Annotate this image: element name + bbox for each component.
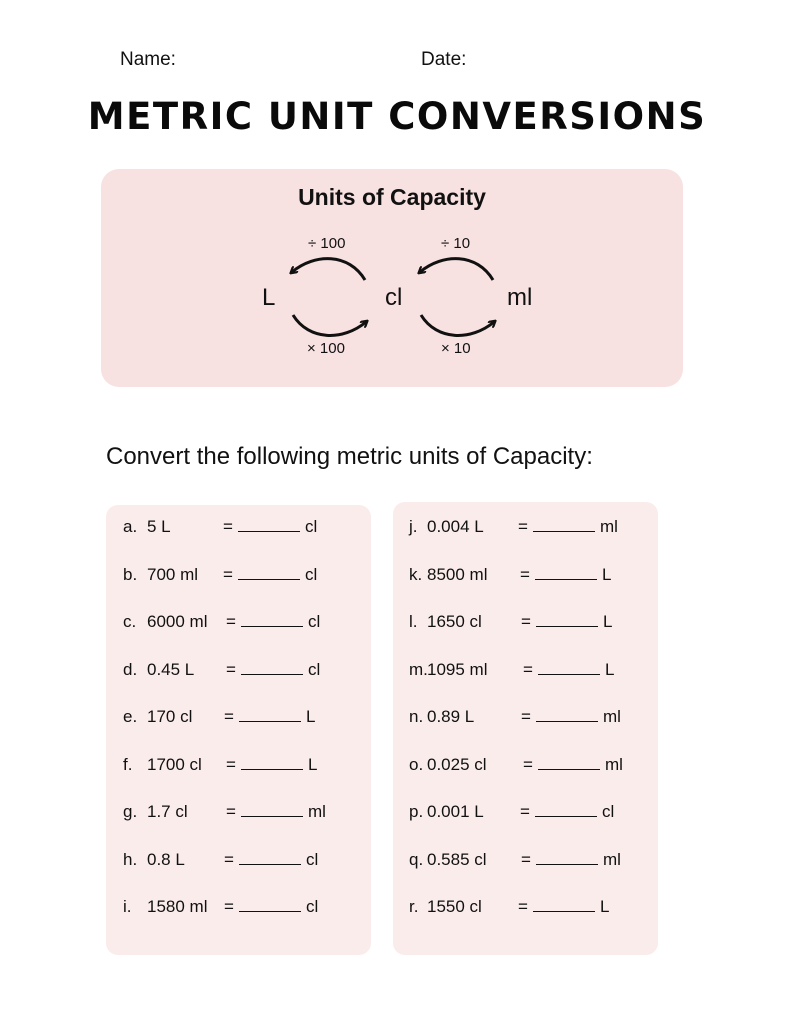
- answer-blank[interactable]: [239, 850, 301, 865]
- capacity-title: Units of Capacity: [298, 184, 486, 210]
- exercise-letter: l.: [409, 612, 418, 631]
- equals-sign: =: [523, 660, 533, 679]
- equals-sign: =: [226, 802, 236, 821]
- exercise-quantity: 6000 ml: [147, 612, 208, 631]
- equals-sign: =: [521, 850, 531, 869]
- capacity-diagram-box: [101, 169, 683, 387]
- answer-blank[interactable]: [536, 707, 598, 722]
- target-unit: ml: [600, 517, 618, 536]
- answer-blank[interactable]: [533, 897, 595, 912]
- exercise-quantity: 0.585 cl: [427, 850, 487, 869]
- exercise-letter: h.: [123, 850, 138, 869]
- answer-blank[interactable]: [241, 755, 303, 770]
- equals-sign: =: [226, 612, 236, 631]
- equals-sign: =: [224, 707, 234, 726]
- exercise-quantity: 8500 ml: [427, 565, 488, 584]
- target-unit: ml: [603, 850, 621, 869]
- exercise-letter: i.: [123, 897, 132, 916]
- exercise-quantity: 0.8 L: [147, 850, 185, 869]
- op-multiply-10: × 10: [441, 340, 471, 357]
- exercise-quantity: 5 L: [147, 517, 171, 536]
- answer-blank[interactable]: [536, 850, 598, 865]
- exercise-letter: d.: [123, 660, 138, 679]
- answer-blank[interactable]: [238, 517, 300, 532]
- exercise-letter: e.: [123, 707, 138, 726]
- answer-blank[interactable]: [535, 565, 597, 580]
- page-title: METRIC UNIT CONVERSIONS: [87, 95, 707, 138]
- answer-blank[interactable]: [533, 517, 595, 532]
- exercise-letter: g.: [123, 802, 138, 821]
- op-divide-100: ÷ 100: [308, 235, 346, 252]
- exercise-letter: p.: [409, 802, 424, 821]
- op-divide-10: ÷ 10: [441, 235, 471, 252]
- exercise-quantity: 1550 cl: [427, 897, 482, 916]
- target-unit: L: [306, 707, 316, 726]
- unit-centiliter: cl: [385, 284, 403, 311]
- unit-liter: L: [262, 284, 276, 311]
- exercise-letter: o.: [409, 755, 424, 774]
- exercise-quantity: 0.001 L: [427, 802, 484, 821]
- target-unit: cl: [306, 897, 319, 916]
- exercise-quantity: 170 cl: [147, 707, 193, 726]
- exercise-quantity: 1.7 cl: [147, 802, 188, 821]
- arrow-cl-to-l: [292, 259, 365, 280]
- arrow-l-to-cl: [293, 315, 366, 335]
- exercise-letter: r.: [409, 897, 419, 916]
- target-unit: L: [603, 612, 613, 631]
- equals-sign: =: [523, 755, 533, 774]
- equals-sign: =: [518, 897, 528, 916]
- equals-sign: =: [521, 707, 531, 726]
- answer-blank[interactable]: [239, 897, 301, 912]
- exercise-letter: n.: [409, 707, 424, 726]
- answer-blank[interactable]: [536, 612, 598, 627]
- equals-sign: =: [521, 612, 531, 631]
- equals-sign: =: [520, 802, 530, 821]
- equals-sign: =: [226, 755, 236, 774]
- target-unit: L: [602, 565, 612, 584]
- exercise-letter: f.: [123, 755, 133, 774]
- exercise-quantity: 0.45 L: [147, 660, 195, 679]
- op-multiply-100: × 100: [307, 340, 345, 357]
- exercise-letter: b.: [123, 565, 138, 584]
- exercise-letter: q.: [409, 850, 424, 869]
- exercise-letter: a.: [123, 517, 138, 536]
- date-label: Date:: [421, 49, 467, 70]
- exercise-letter: k.: [409, 565, 423, 584]
- exercise-quantity: 700 ml: [147, 565, 199, 584]
- equals-sign: =: [224, 850, 234, 869]
- exercise-quantity: 0.89 L: [427, 707, 475, 726]
- equals-sign: =: [223, 517, 233, 536]
- equals-sign: =: [520, 565, 530, 584]
- exercise-quantity: 0.025 cl: [427, 755, 487, 774]
- conversion-arrows: [101, 169, 683, 387]
- exercise-quantity: 1580 ml: [147, 897, 208, 916]
- target-unit: cl: [305, 565, 318, 584]
- equals-sign: =: [518, 517, 528, 536]
- answer-blank[interactable]: [238, 565, 300, 580]
- exercise-letter: c.: [123, 612, 137, 631]
- answer-blank[interactable]: [241, 802, 303, 817]
- target-unit: cl: [306, 850, 319, 869]
- target-unit: ml: [605, 755, 623, 774]
- exercise-quantity: 1650 cl: [427, 612, 482, 631]
- exercise-letter: m.: [409, 660, 428, 679]
- target-unit: cl: [305, 517, 318, 536]
- target-unit: L: [308, 755, 318, 774]
- name-label: Name:: [120, 49, 176, 70]
- exercise-panel-left: [106, 505, 371, 955]
- exercise-quantity: 1700 cl: [147, 755, 202, 774]
- answer-blank[interactable]: [538, 660, 600, 675]
- exercise-quantity: 0.004 L: [427, 517, 484, 536]
- target-unit: cl: [602, 802, 615, 821]
- target-unit: L: [605, 660, 615, 679]
- target-unit: L: [600, 897, 610, 916]
- unit-milliliter: ml: [507, 284, 533, 311]
- answer-blank[interactable]: [535, 802, 597, 817]
- equals-sign: =: [224, 897, 234, 916]
- answer-blank[interactable]: [239, 707, 301, 722]
- instruction: Convert the following metric units of Capacity:: [106, 443, 593, 470]
- exercise-letter: j.: [409, 517, 418, 536]
- target-unit: ml: [308, 802, 326, 821]
- answer-blank[interactable]: [538, 755, 600, 770]
- answer-blank[interactable]: [241, 660, 303, 675]
- equals-sign: =: [223, 565, 233, 584]
- target-unit: ml: [603, 707, 621, 726]
- arrow-cl-to-ml: [421, 315, 494, 335]
- exercise-quantity: 1095 ml: [427, 660, 488, 679]
- exercise-panel-right: [393, 502, 658, 955]
- equals-sign: =: [226, 660, 236, 679]
- target-unit: cl: [308, 660, 321, 679]
- arrow-ml-to-cl: [420, 259, 493, 280]
- answer-blank[interactable]: [241, 612, 303, 627]
- target-unit: cl: [308, 612, 321, 631]
